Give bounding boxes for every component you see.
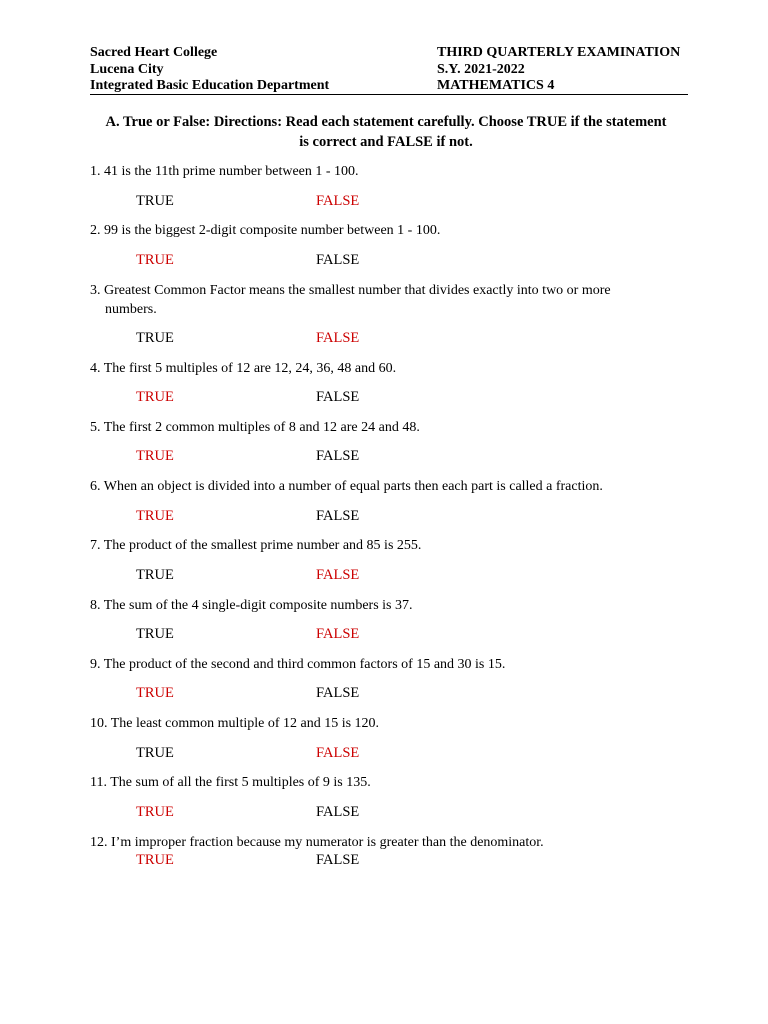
option-true[interactable]: TRUE — [136, 745, 174, 761]
question-5 — [90, 418, 690, 437]
question-text: 10. The least common multiple of 12 and 15 is 120. — [90, 716, 380, 731]
option-false[interactable]: FALSE — [316, 330, 360, 346]
header-divider — [90, 94, 688, 95]
option-true[interactable]: TRUE — [136, 508, 174, 524]
option-true[interactable]: TRUE — [136, 852, 174, 868]
question-text: 11. The sum of all the first 5 multiples of 9 is 135. — [90, 775, 371, 790]
directions-line-1: A. True or False: Directions: Read each statement carefully. Choose TRUE if the statement — [105, 114, 667, 130]
question-text: 2. 99 is the biggest 2-digit composite number between 1 - 100. — [90, 223, 441, 238]
question-text: 7. The product of the smallest prime number and 85 is 255. — [90, 538, 422, 553]
question-9 — [90, 655, 690, 674]
question-7 — [90, 536, 690, 555]
option-false[interactable]: FALSE — [316, 193, 360, 209]
option-true[interactable]: TRUE — [136, 389, 174, 405]
option-false[interactable]: FALSE — [316, 389, 360, 405]
option-true[interactable]: TRUE — [136, 626, 174, 642]
option-true[interactable]: TRUE — [136, 804, 174, 820]
option-false[interactable]: FALSE — [316, 852, 360, 868]
subject: MATHEMATICS 4 — [437, 78, 555, 93]
option-false[interactable]: FALSE — [316, 567, 360, 583]
school-department: Integrated Basic Education Department — [90, 78, 330, 93]
exam-header — [437, 45, 680, 95]
option-false[interactable]: FALSE — [316, 448, 360, 464]
question-text: 3. Greatest Common Factor means the smallest number that divides exactly into two or more — [90, 283, 611, 298]
question-8 — [90, 596, 690, 615]
question-text: 9. The product of the second and third common factors of 15 and 30 is 15. — [90, 657, 506, 672]
question-12 — [90, 833, 690, 852]
directions-line-2: is correct and FALSE if not. — [299, 134, 473, 150]
option-false[interactable]: FALSE — [316, 508, 360, 524]
option-true[interactable]: TRUE — [136, 448, 174, 464]
option-true[interactable]: TRUE — [136, 567, 174, 583]
question-text: 12. I’m improper fraction because my numerator is greater than the denominator. — [90, 835, 544, 850]
question-text: 1. 41 is the 11th prime number between 1 - 100. — [90, 164, 359, 179]
option-false[interactable]: FALSE — [316, 745, 360, 761]
question-4 — [90, 359, 690, 378]
question-text-continued: numbers. — [105, 302, 157, 317]
school-year: S.Y. 2021-2022 — [437, 61, 525, 77]
question-text: 4. The first 5 multiples of 12 are 12, 24, 36, 48 and 60. — [90, 361, 397, 376]
directions — [90, 112, 682, 152]
question-text: 5. The first 2 common multiples of 8 and 12 are 24 and 48. — [90, 420, 420, 435]
question-2 — [90, 221, 690, 240]
option-true[interactable]: TRUE — [136, 193, 174, 209]
school-city: Lucena City — [90, 61, 164, 77]
school-header — [90, 45, 329, 95]
question-6 — [90, 477, 690, 496]
question-1 — [90, 162, 690, 181]
question-3 — [90, 281, 690, 319]
option-false[interactable]: FALSE — [316, 685, 360, 701]
question-text: 8. The sum of the 4 single-digit composite numbers is 37. — [90, 598, 413, 613]
question-11 — [90, 773, 690, 792]
exam-title: THIRD QUARTERLY EXAMINATION — [437, 45, 681, 60]
option-false[interactable]: FALSE — [316, 626, 360, 642]
question-text: 6. When an object is divided into a number of equal parts then each part is called a fraction. — [90, 479, 603, 494]
option-false[interactable]: FALSE — [316, 252, 360, 268]
option-true[interactable]: TRUE — [136, 252, 174, 268]
question-10 — [90, 714, 690, 733]
option-true[interactable]: TRUE — [136, 330, 174, 346]
option-false[interactable]: FALSE — [316, 804, 360, 820]
option-true[interactable]: TRUE — [136, 685, 174, 701]
school-name: Sacred Heart College — [90, 45, 218, 60]
